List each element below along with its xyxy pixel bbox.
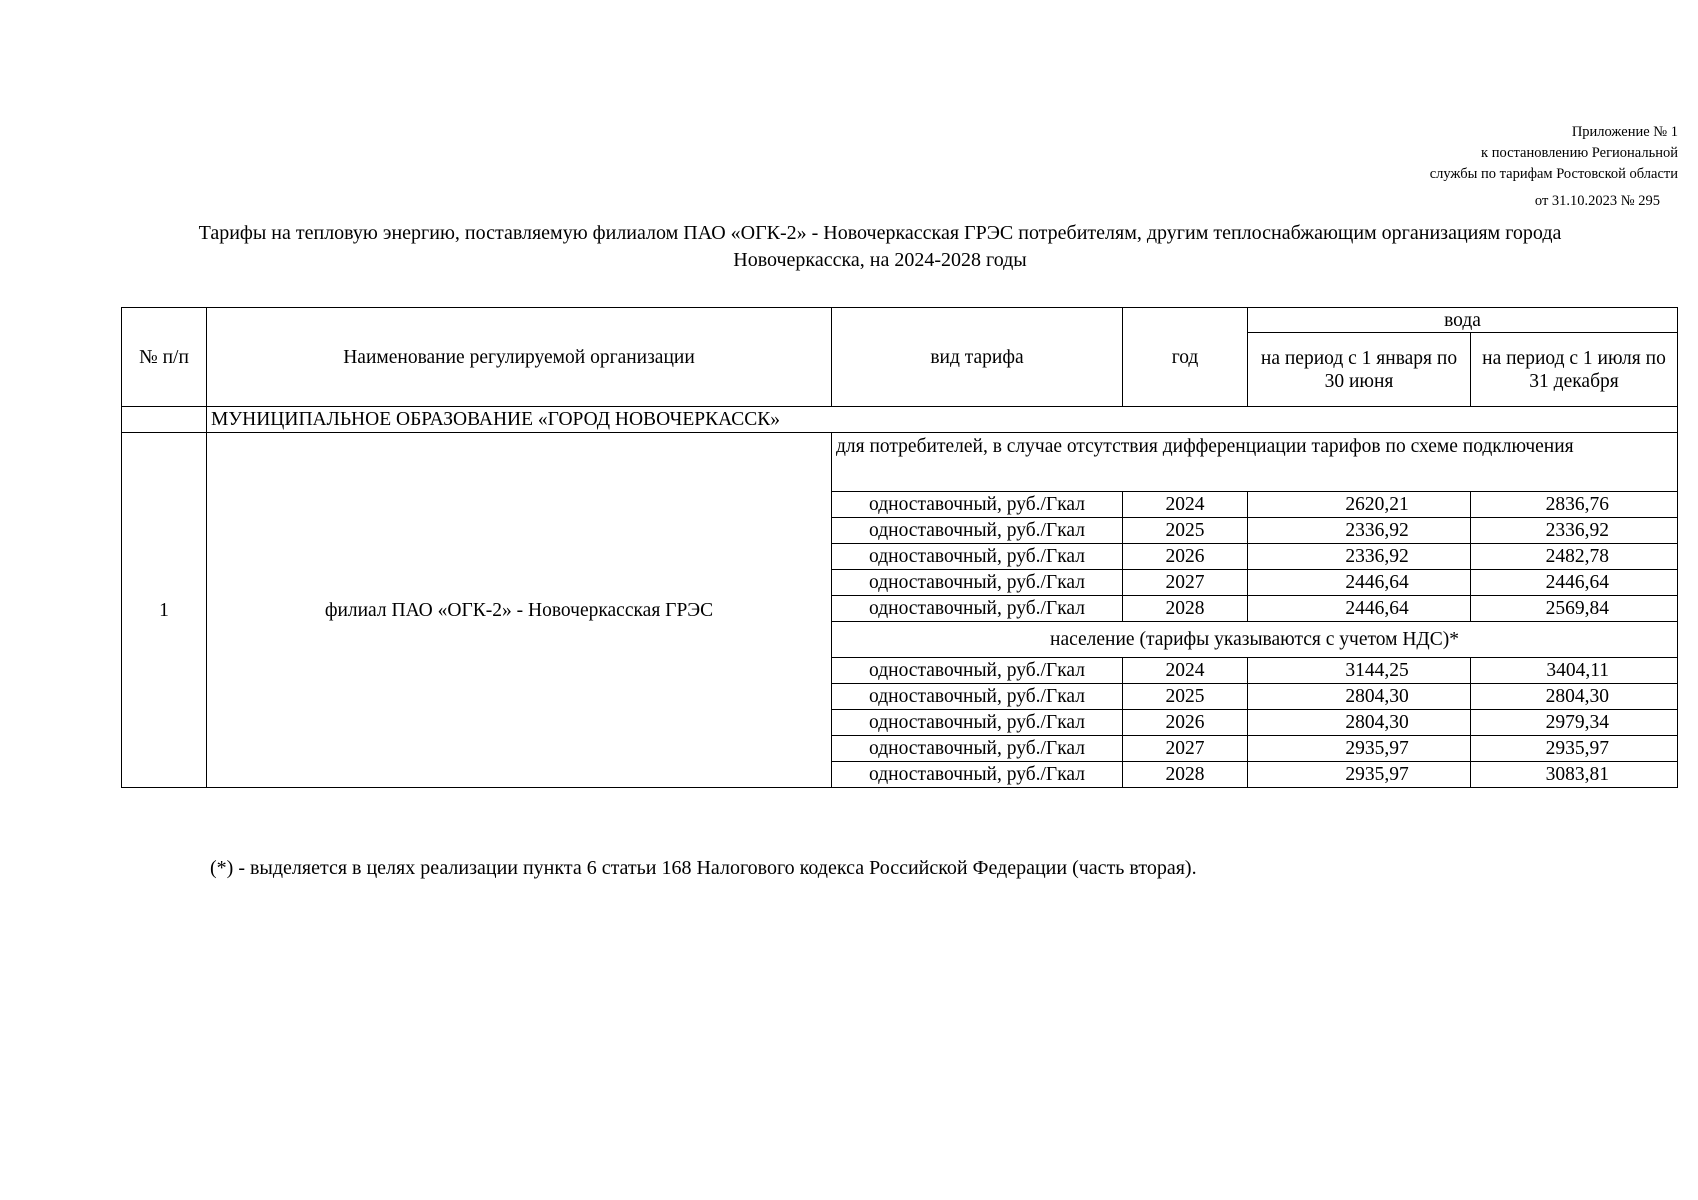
period-2-value: 2336,92 [1471,518,1678,544]
period-1-value: 2935,97 [1248,736,1471,762]
header-period-2: на период с 1 июля по 31 декабря [1471,333,1678,407]
header-tariff-type: вид тарифа [832,308,1123,407]
tariff-type-cell: одноставочный, руб./Гкал [832,762,1123,788]
group-2-label: население (тарифы указываются с учетом НДС)* [832,622,1678,658]
tariff-type-cell: одноставочный, руб./Гкал [832,736,1123,762]
tariff-type-cell: одноставочный, руб./Гкал [832,596,1123,622]
period-2-value: 2482,78 [1471,544,1678,570]
row-number: 1 [122,433,207,788]
tariff-type-cell: одноставочный, руб./Гкал [832,658,1123,684]
header-number: № п/п [122,308,207,407]
year-cell: 2024 [1123,658,1248,684]
period-2-value: 2979,34 [1471,710,1678,736]
group-1-label-row [122,433,1678,492]
appendix-block [1430,122,1678,212]
year-cell: 2028 [1123,596,1248,622]
year-cell: 2027 [1123,736,1248,762]
year-cell: 2028 [1123,762,1248,788]
period-1-value: 2620,21 [1248,492,1471,518]
appendix-authority: службы по тарифам Ростовской области [1429,166,1678,182]
appendix-title: Приложение № 1 [1571,124,1678,140]
section-municipality: МУНИЦИПАЛЬНОЕ ОБРАЗОВАНИЕ «ГОРОД НОВОЧЕРКАССК» [207,407,1678,433]
period-1-value: 2446,64 [1248,596,1471,622]
tariff-type-cell: одноставочный, руб./Гкал [832,492,1123,518]
document-title-line-1: Тарифы на тепловую энергию, поставляемую филиалом ПАО «ОГК-2» - Новочеркасская ГРЭС потребителям, другим теплоснабжающим организациям города [198,222,1562,244]
appendix-reference: к постановлению Региональной [1481,145,1678,161]
year-cell: 2027 [1123,570,1248,596]
group-1-label: для потребителей, в случае отсутствия дифференциации тарифов по схеме подключения [832,433,1678,492]
header-organization: Наименование регулируемой организации [207,308,832,407]
period-1-value: 2446,64 [1248,570,1471,596]
tariff-type-cell: одноставочный, руб./Гкал [832,570,1123,596]
year-cell: 2025 [1123,684,1248,710]
period-2-value: 2836,76 [1471,492,1678,518]
document-title-line-2: Новочеркасска, на 2024-2028 годы [733,249,1027,271]
period-2-value: 2804,30 [1471,684,1678,710]
header-water: вода [1248,308,1678,333]
period-2-value: 2935,97 [1471,736,1678,762]
header-year: год [1123,308,1248,407]
period-1-value: 3144,25 [1248,658,1471,684]
section-empty-cell [122,407,207,433]
tariff-type-cell: одноставочный, руб./Гкал [832,710,1123,736]
footnote: (*) - выделяется в целях реализации пункта 6 статьи 168 Налогового кодекса Российской Федерации (часть вторая). [210,857,1197,879]
year-cell: 2026 [1123,544,1248,570]
period-1-value: 2804,30 [1248,710,1471,736]
section-row [122,407,1678,433]
period-1-value: 2336,92 [1248,544,1471,570]
period-2-value: 2569,84 [1471,596,1678,622]
organization-name: филиал ПАО «ОГК-2» - Новочеркасская ГРЭС [207,433,832,788]
header-period-1: на период с 1 января по 30 июня [1248,333,1471,407]
tariff-type-cell: одноставочный, руб./Гкал [832,544,1123,570]
tariff-table [121,307,1678,788]
year-cell: 2026 [1123,710,1248,736]
header-row-1 [122,308,1678,333]
tariff-type-cell: одноставочный, руб./Гкал [832,518,1123,544]
period-1-value: 2804,30 [1248,684,1471,710]
document-title [100,220,1660,274]
period-2-value: 3083,81 [1471,762,1678,788]
tariff-type-cell: одноставочный, руб./Гкал [832,684,1123,710]
year-cell: 2025 [1123,518,1248,544]
appendix-date-number: от 31.10.2023 № 295 [1534,193,1660,209]
period-2-value: 2446,64 [1471,570,1678,596]
period-1-value: 2336,92 [1248,518,1471,544]
period-1-value: 2935,97 [1248,762,1471,788]
year-cell: 2024 [1123,492,1248,518]
period-2-value: 3404,11 [1471,658,1678,684]
